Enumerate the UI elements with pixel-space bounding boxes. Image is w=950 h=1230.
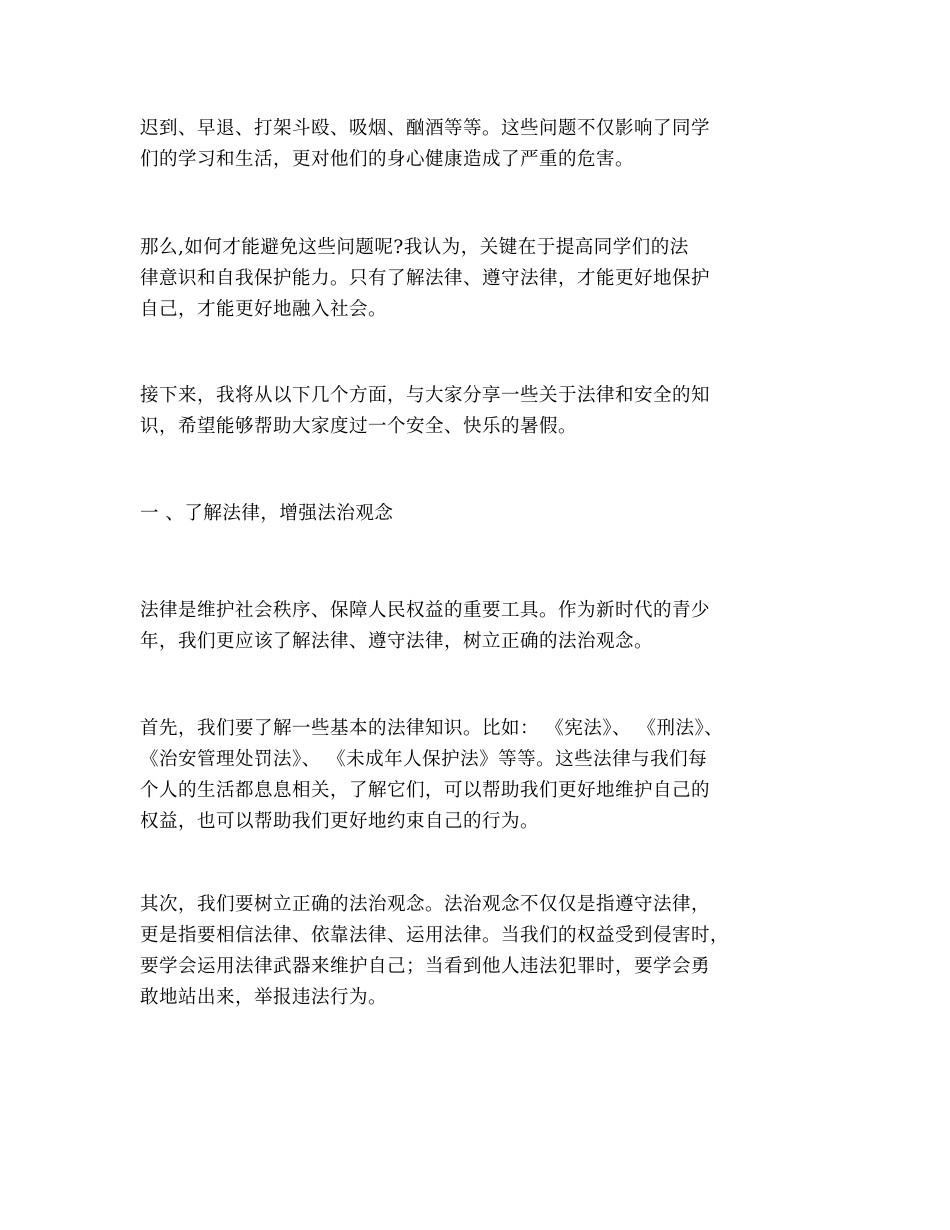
text-line: 《治安管理处罚法》、 《未成年人保护法》等等。这些法律与我们每 — [140, 749, 708, 770]
paragraph-problems — [140, 113, 830, 175]
paragraph-second — [140, 889, 830, 1013]
paragraph-introduction — [140, 380, 830, 442]
text-line: 其次，我们要树立正确的法治观念。法治观念不仅仅是指遵守法律， — [140, 894, 711, 915]
text-line: 接下来，我将从以下几个方面，与大家分享一些关于法律和安全的知 — [140, 385, 711, 406]
text-line: 权益，也可以帮助我们更好地约束自己的行为。 — [140, 811, 540, 832]
text-line: 个人的生活都息息相关，了解它们，可以帮助我们更好地维护自己的 — [140, 780, 711, 801]
heading-text: 一 、了解法律，增强法治观念 — [140, 503, 394, 524]
text-line: 迟到、早退、打架斗殴、吸烟、酗酒等等。这些问题不仅影响了同学 — [140, 118, 711, 139]
paragraph-law-importance — [140, 595, 830, 657]
text-line: 要学会运用法律武器来维护自己；当看到他人违法犯罪时，要学会勇 — [140, 956, 711, 977]
text-line: 律意识和自我保护能力。只有了解法律、遵守法律，才能更好地保护 — [140, 268, 711, 289]
text-line: 首先，我们要了解一些基本的法律知识。比如： 《宪法》、 《刑法》、 — [140, 718, 724, 739]
text-line: 那么,如何才能避免这些问题呢?我认为，关键在于提高同学们的法 — [140, 237, 689, 258]
text-line: 识，希望能够帮助大家度过一个安全、快乐的暑假。 — [140, 416, 578, 437]
section-heading — [140, 498, 830, 529]
text-line: 们的学习和生活，更对他们的身心健康造成了严重的危害。 — [140, 149, 635, 170]
text-line: 自己，才能更好地融入社会。 — [140, 299, 388, 320]
paragraph-avoid-problems — [140, 232, 830, 325]
text-line: 更是指要相信法律、依靠法律、运用法律。当我们的权益受到侵害时， — [140, 925, 730, 946]
paragraph-first — [140, 713, 830, 837]
text-line: 敢地站出来，举报违法行为。 — [140, 987, 388, 1008]
text-line: 法律是维护社会秩序、保障人民权益的重要工具。作为新时代的青少 — [140, 600, 711, 621]
text-line: 年，我们更应该了解法律、遵守法律，树立正确的法治观念。 — [140, 631, 654, 652]
